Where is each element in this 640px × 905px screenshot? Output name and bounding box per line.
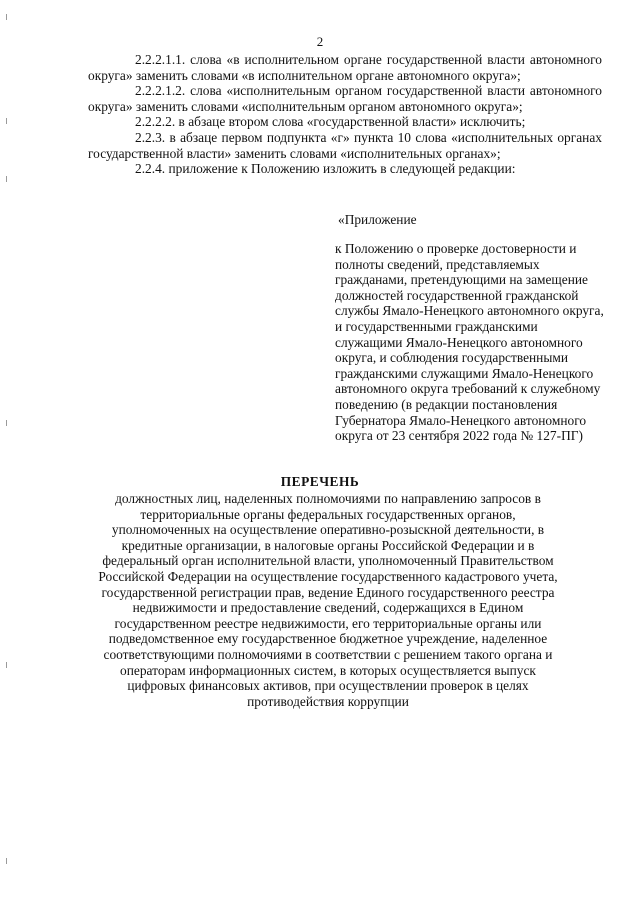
paragraph-2-2-2-1-1: 2.2.2.1.1. слова «в исполнительном органе государственной власти автономного округа» заменить словами «в исполнительном органе автономного округа»; bbox=[88, 52, 602, 83]
scan-margin-mark bbox=[6, 176, 7, 182]
appendix-heading: «Приложение bbox=[338, 212, 417, 227]
paragraph-2-2-3: 2.2.3. в абзаце первом подпункта «г» пункта 10 слова «исполнительных органах государственной власти» заменить словами «исполнительных органах»; bbox=[88, 129, 602, 161]
paragraph-2-2-2-2: 2.2.2.2. в абзаце втором слова «государственной власти» исключить; bbox=[135, 114, 526, 130]
appendix-caption: к Положению о проверке достоверности и полноты сведений, представляемых гражданами, претендующими на замещение должностей государственной гражданской службы Ямало-Ненецкого автономного округа, и государственными гражданскими служащими Ямало-Ненецкого автономного округа, и соблюдения государственными гражданскими служащими Ямало-Ненецкого автономного округа требований к служебному поведению (в редакции постановления Губернатора Ямало-Ненецкого автономного округа от 23 сентября 2022 года № 127-ПГ) bbox=[335, 241, 604, 444]
scan-margin-mark bbox=[6, 420, 7, 426]
amendment-text bbox=[88, 52, 602, 177]
list-subtitle: должностных лиц, наделенных полномочиями по направлению запросов в территориальные органы федеральных государственных органов, уполномоченных на осуществление оперативно-розыскной деятельности, в кредитные организации, в налоговые органы Российской Федерации и в федеральный орган исполнительной власти, уполномоченный Правительством Российской Федерации на осуществление государственного кадастрового учета, государственной регистрации прав, ведение Единого государственного реестра недвижимости и предоставление сведений, содержащихся в Едином государственном реестре недвижимости, его территориальные органы или подведомственное ему государственное бюджетное учреждение, наделенное соответствующими полномочиями в соответствии с решением такого органа и операторам информационных систем, в которых осуществляется выпуск цифровых финансовых активов, при осуществлении проверок в целях противодействия коррупции bbox=[98, 491, 558, 709]
paragraph-2-2-2-1-2: 2.2.2.1.2. слова «исполнительным органом государственной власти автономного округа» заменить словами «исполнительным органом автономного округа»; bbox=[88, 83, 602, 114]
scan-margin-mark bbox=[6, 14, 7, 20]
list-title: ПЕРЕЧЕНЬ bbox=[280, 474, 360, 489]
scan-margin-mark bbox=[6, 118, 7, 124]
scan-margin-mark bbox=[6, 662, 7, 668]
scan-margin-mark bbox=[6, 858, 7, 864]
page-number: 2 bbox=[316, 34, 324, 49]
paragraph-2-2-4: 2.2.4. приложение к Положению изложить в следующей редакции: bbox=[135, 161, 516, 177]
